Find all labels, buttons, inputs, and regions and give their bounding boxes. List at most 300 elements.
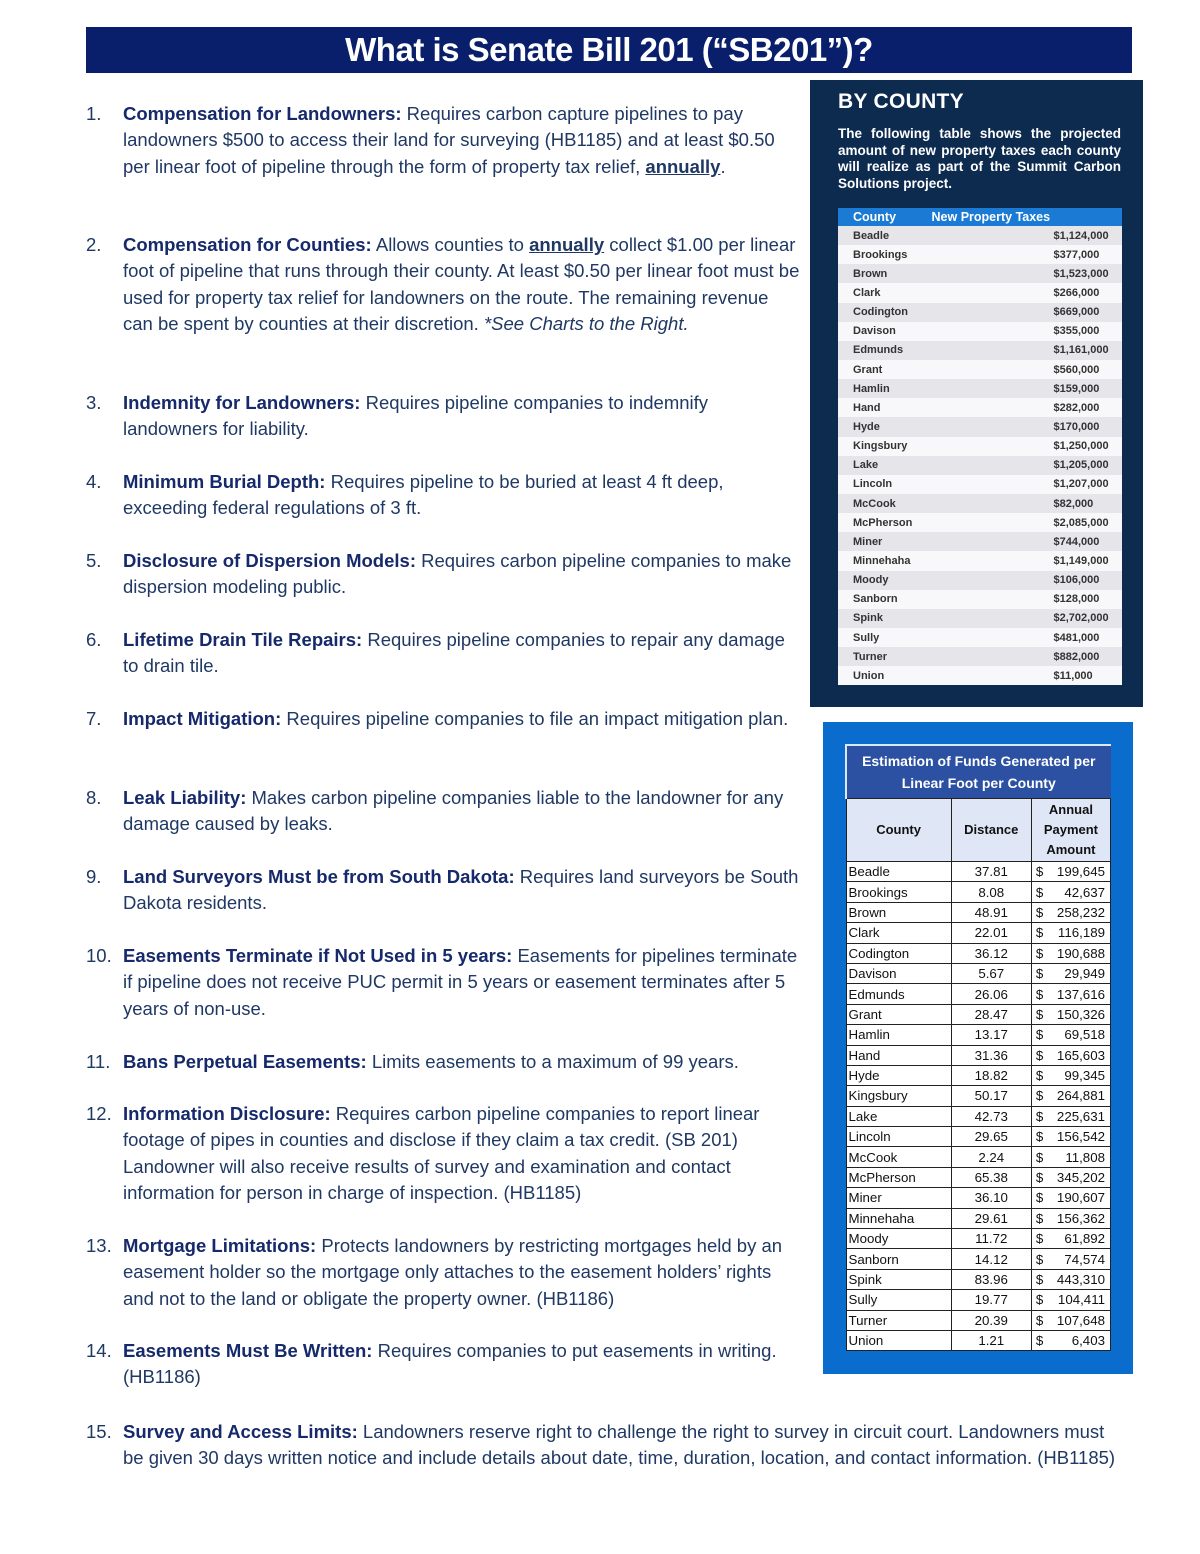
annual-payment <box>1031 1188 1110 1208</box>
provision-body <box>123 101 801 180</box>
new-property-taxes: $669,000 <box>1053 306 1100 319</box>
table-row <box>838 571 1122 590</box>
provision-body <box>123 1049 801 1075</box>
currency-symbol: $ <box>1035 864 1044 880</box>
provision-item <box>86 232 801 337</box>
new-property-taxes: $128,000 <box>1053 593 1100 606</box>
county-name: Lincoln <box>846 1127 951 1147</box>
column-header-annual-payment: Annual Payment Amount <box>1031 799 1110 862</box>
distance-value: 13.17 <box>951 1025 1031 1045</box>
table-row <box>838 456 1122 475</box>
county-name: Union <box>853 669 885 682</box>
payment-amount: 199,645 <box>1056 864 1105 880</box>
table-row <box>846 1188 1111 1208</box>
provision-body <box>123 706 801 732</box>
provision-body <box>123 548 801 601</box>
provision-number: 5. <box>86 550 102 571</box>
provision-item <box>86 101 801 180</box>
county-name: Spink <box>853 612 883 625</box>
table-row <box>838 283 1122 302</box>
county-name: Brown <box>846 902 951 922</box>
payment-amount: 190,607 <box>1056 1190 1105 1206</box>
table-row <box>846 1025 1111 1045</box>
currency-symbol: $ <box>1035 1272 1044 1287</box>
payment-amount: 74,574 <box>1064 1251 1105 1267</box>
annual-payment <box>1031 1086 1110 1106</box>
annual-payment <box>1031 1310 1110 1330</box>
provision-body <box>123 1338 801 1391</box>
payment-amount: 11,808 <box>1065 1149 1105 1165</box>
provision-text: Landowners reserve right to challenge the right to survey in circuit court. Landowners must be given 30 days written notice and include details about date, time, duration, location, and contact information. (HB1185) <box>123 1421 1116 1469</box>
table-row <box>838 532 1122 551</box>
new-property-taxes: $1,523,000 <box>1053 267 1109 280</box>
payment-amount: 42,637 <box>1064 884 1105 900</box>
county-name: Spink <box>846 1269 951 1289</box>
new-property-taxes: $744,000 <box>1053 535 1100 548</box>
currency-symbol: $ <box>1035 925 1044 941</box>
county-name: Beadle <box>853 229 890 242</box>
county-name: Lake <box>846 1106 951 1126</box>
county-name: Turner <box>853 650 888 663</box>
distance-value: 42.73 <box>951 1106 1031 1126</box>
provision-number: 4. <box>86 471 102 492</box>
new-property-taxes: $1,161,000 <box>1053 344 1109 357</box>
annual-payment <box>1031 1229 1110 1249</box>
provision-note: *See Charts to the Right. <box>483 312 689 334</box>
annual-payment <box>1031 882 1110 902</box>
provision-number: 12. <box>86 1103 112 1124</box>
provision-body <box>123 1101 801 1206</box>
provision-item <box>86 1049 801 1075</box>
currency-symbol: $ <box>1035 986 1044 1002</box>
provision-item <box>86 1419 1116 1472</box>
county-name: Sully <box>853 631 880 644</box>
annual-payment <box>1031 1290 1110 1310</box>
provision-number: 3. <box>86 392 102 413</box>
county-name: Hamlin <box>846 1025 951 1045</box>
county-name: Brookings <box>846 882 951 902</box>
distance-value: 11.72 <box>951 1229 1031 1249</box>
provision-item <box>86 785 801 838</box>
table-row <box>846 1290 1111 1310</box>
table-row <box>846 943 1111 963</box>
county-name: Sanborn <box>846 1249 951 1269</box>
table-row <box>846 1106 1111 1126</box>
table-row <box>846 1229 1111 1249</box>
estimation-table <box>845 744 1111 1351</box>
distance-value: 31.36 <box>951 1045 1031 1065</box>
provision-text-tail: collect $1.00 per linear foot of pipeline that runs through their county. At least $0.50 per linear foot must be used for property tax relief for landowners on the route. The remaining revenue can be spent by counties at their discretion. <box>123 234 800 334</box>
new-property-taxes: $1,149,000 <box>1053 554 1109 567</box>
provision-heading: Impact Mitigation: <box>123 708 282 729</box>
county-name: Lake <box>853 459 879 472</box>
table-row <box>846 1208 1111 1228</box>
provision-item <box>86 548 801 601</box>
by-county-description: The following table shows the projected amount of new property taxes each county will realize as part of the Summit Carbon Solutions project. <box>838 126 1121 191</box>
currency-symbol: $ <box>1035 1027 1044 1043</box>
payment-amount: 443,310 <box>1056 1272 1105 1287</box>
table-row <box>838 341 1122 360</box>
table-row <box>838 475 1122 494</box>
provision-heading: Compensation for Landowners: <box>123 103 402 124</box>
distance-value: 29.65 <box>951 1127 1031 1147</box>
by-county-panel <box>810 80 1143 707</box>
table-row <box>846 1004 1111 1024</box>
provision-number: 15. <box>86 1421 112 1442</box>
distance-value: 22.01 <box>951 923 1031 943</box>
county-name: McPherson <box>853 516 913 529</box>
currency-symbol: $ <box>1035 1108 1044 1124</box>
payment-amount: 29,949 <box>1064 966 1105 982</box>
currency-symbol: $ <box>1035 1190 1044 1206</box>
provision-number: 8. <box>86 787 102 808</box>
estimation-panel <box>823 722 1133 1374</box>
county-name: Union <box>846 1330 951 1350</box>
provision-heading: Information Disclosure: <box>123 1103 331 1124</box>
currency-symbol: $ <box>1035 1068 1044 1084</box>
county-name: Clark <box>853 286 881 299</box>
payment-amount: 137,616 <box>1056 986 1105 1002</box>
county-name: Clark <box>846 923 951 943</box>
annual-payment <box>1031 1065 1110 1085</box>
table-row <box>846 984 1111 1004</box>
distance-value: 2.24 <box>951 1147 1031 1167</box>
county-name: McPherson <box>846 1167 951 1187</box>
payment-amount: 156,542 <box>1056 1129 1105 1145</box>
distance-value: 29.61 <box>951 1208 1031 1228</box>
provision-text-tail: . <box>720 155 726 177</box>
new-property-taxes: $1,207,000 <box>1053 478 1109 491</box>
provision-heading: Indemnity for Landowners: <box>123 392 361 413</box>
county-name: Kingsbury <box>846 1086 951 1106</box>
payment-amount: 258,232 <box>1056 904 1105 920</box>
distance-value: 20.39 <box>951 1310 1031 1330</box>
payment-amount: 150,326 <box>1056 1006 1105 1022</box>
currency-symbol: $ <box>1035 1333 1044 1349</box>
currency-symbol: $ <box>1035 1006 1044 1022</box>
annual-payment <box>1031 1269 1110 1289</box>
currency-symbol: $ <box>1035 1210 1044 1226</box>
table-row <box>846 1127 1111 1147</box>
provision-number: 10. <box>86 945 112 966</box>
provision-item <box>86 864 801 917</box>
new-property-taxes: $355,000 <box>1053 325 1100 338</box>
county-name: Minnehaha <box>846 1208 951 1228</box>
provision-text: Requires pipeline to be buried at least 4 ft deep, exceeding federal regulations of 3 ft. <box>123 471 724 519</box>
provision-text: Requires carbon pipeline companies to report linear footage of pipes in counties and disclose if they claim a tax credit. (SB 201) Landowner will also receive results of survey and examination and contact information for person in charge of inspection. (HB1185) <box>123 1103 760 1203</box>
new-property-taxes: $560,000 <box>1053 363 1100 376</box>
table-row <box>846 1167 1111 1187</box>
provision-body <box>123 627 801 680</box>
annual-payment <box>1031 923 1110 943</box>
table-row <box>846 862 1111 882</box>
provision-text: Requires carbon capture pipelines to pay landowners $500 to access their land for surveying (HB1185) and at least $0.50 per linear foot of pipeline through the form of property tax relief, <box>123 103 775 177</box>
annual-payment <box>1031 1167 1110 1187</box>
table-row <box>846 1310 1111 1330</box>
distance-value: 26.06 <box>951 984 1031 1004</box>
table-row <box>846 1249 1111 1269</box>
provision-number: 6. <box>86 629 102 650</box>
new-property-taxes: $282,000 <box>1053 401 1100 414</box>
currency-symbol: $ <box>1035 1231 1044 1247</box>
page-title: What is Senate Bill 201 (“SB201”)? <box>345 31 873 68</box>
payment-amount: 69,518 <box>1064 1027 1105 1043</box>
provision-number: 7. <box>86 708 102 729</box>
provision-item <box>86 1338 801 1391</box>
provision-item <box>86 1101 801 1206</box>
table-header-row <box>846 799 1111 862</box>
currency-symbol: $ <box>1035 1149 1044 1165</box>
payment-amount: 99,345 <box>1064 1068 1105 1084</box>
distance-value: 65.38 <box>951 1167 1031 1187</box>
county-name: Edmunds <box>853 344 904 357</box>
provision-heading: Disclosure of Dispersion Models: <box>123 550 416 571</box>
distance-value: 36.12 <box>951 943 1031 963</box>
provision-heading: Easements Must Be Written: <box>123 1340 373 1361</box>
provision-number: 1. <box>86 103 102 124</box>
county-name: Sanborn <box>853 593 898 606</box>
provision-text: Allows counties to <box>371 234 530 255</box>
county-name: McCook <box>853 497 896 510</box>
payment-amount: 104,411 <box>1057 1292 1105 1308</box>
column-header-distance: Distance <box>951 799 1031 862</box>
table-row <box>838 417 1122 436</box>
provision-number: 11. <box>86 1051 111 1072</box>
table-row <box>838 322 1122 341</box>
county-name: Turner <box>846 1310 951 1330</box>
table-row <box>838 264 1122 283</box>
distance-value: 83.96 <box>951 1269 1031 1289</box>
provision-text: Requires carbon pipeline companies to make dispersion modeling public. <box>123 550 792 598</box>
payment-amount: 61,892 <box>1064 1231 1105 1247</box>
provision-text: Easements for pipelines terminate if pipeline does not receive PUC permit in 5 years or easement terminates after 5 years of non-use. <box>123 945 798 1019</box>
county-name: Davison <box>853 325 896 338</box>
table-row <box>838 551 1122 570</box>
provision-body <box>123 785 801 838</box>
county-name: Miner <box>853 535 883 548</box>
county-name: Hyde <box>853 420 880 433</box>
new-property-taxes: $481,000 <box>1053 631 1100 644</box>
distance-value: 36.10 <box>951 1188 1031 1208</box>
county-name: Beadle <box>846 862 951 882</box>
annual-payment <box>1031 1208 1110 1228</box>
provision-text: Limits easements to a maximum of 99 years. <box>366 1051 739 1072</box>
annual-payment <box>1031 862 1110 882</box>
distance-value: 37.81 <box>951 862 1031 882</box>
currency-symbol: $ <box>1035 1251 1044 1267</box>
annual-payment <box>1031 902 1110 922</box>
provision-heading: Bans Perpetual Easements: <box>123 1051 367 1072</box>
table-row <box>838 494 1122 513</box>
provision-body <box>123 232 801 337</box>
currency-symbol: $ <box>1035 1170 1044 1186</box>
new-property-taxes: $266,000 <box>1053 286 1100 299</box>
distance-value: 14.12 <box>951 1249 1031 1269</box>
provision-heading: Leak Liability: <box>123 787 247 808</box>
county-name: Edmunds <box>846 984 951 1004</box>
table-row <box>838 303 1122 322</box>
county-name: Lincoln <box>853 478 893 491</box>
table-row <box>838 647 1122 666</box>
distance-value: 5.67 <box>951 963 1031 983</box>
provision-emphasis: annually <box>645 155 721 177</box>
payment-amount: 225,631 <box>1056 1108 1105 1124</box>
currency-symbol: $ <box>1035 966 1044 982</box>
distance-value: 19.77 <box>951 1290 1031 1310</box>
provision-heading: Lifetime Drain Tile Repairs: <box>123 629 363 650</box>
county-name: Codington <box>846 943 951 963</box>
annual-payment <box>1031 1127 1110 1147</box>
currency-symbol: $ <box>1035 884 1044 900</box>
new-property-taxes: $106,000 <box>1053 574 1100 587</box>
new-property-taxes: $882,000 <box>1053 650 1100 663</box>
table-row <box>838 398 1122 417</box>
new-property-taxes: $2,702,000 <box>1053 612 1109 625</box>
payment-amount: 190,688 <box>1056 945 1105 961</box>
provision-item <box>86 390 801 443</box>
provision-item <box>86 943 801 1022</box>
table-row <box>838 513 1122 532</box>
distance-value: 48.91 <box>951 902 1031 922</box>
new-property-taxes: $377,000 <box>1053 248 1100 261</box>
distance-value: 50.17 <box>951 1086 1031 1106</box>
annual-payment <box>1031 943 1110 963</box>
new-property-taxes: $159,000 <box>1053 382 1100 395</box>
table-row <box>846 1086 1111 1106</box>
estimation-title: Estimation of Funds Generated per Linear Foot per County <box>846 745 1111 799</box>
table-row <box>846 1269 1111 1289</box>
table-row <box>846 923 1111 943</box>
provision-heading: Compensation for Counties: <box>123 234 372 255</box>
column-header-county: County <box>846 799 951 862</box>
table-row <box>846 1330 1111 1350</box>
property-tax-table <box>838 208 1122 685</box>
table-row <box>846 1065 1111 1085</box>
provision-body <box>123 469 801 522</box>
provision-text: Requires pipeline companies to indemnify landowners for liability. <box>123 392 709 440</box>
currency-symbol: $ <box>1035 945 1044 961</box>
county-name: Grant <box>853 363 883 376</box>
annual-payment <box>1031 1106 1110 1126</box>
provision-text: Requires companies to put easements in writing. (HB1186) <box>123 1340 777 1388</box>
column-header-new-property-taxes: New Property Taxes <box>918 208 1122 226</box>
payment-amount: 116,189 <box>1057 925 1105 941</box>
county-name: Grant <box>846 1004 951 1024</box>
payment-amount: 107,648 <box>1056 1312 1105 1328</box>
provision-number: 9. <box>86 866 102 887</box>
provision-body <box>123 943 801 1022</box>
table-row <box>846 902 1111 922</box>
annual-payment <box>1031 984 1110 1004</box>
provision-text: Requires pipeline companies to repair any damage to drain tile. <box>123 629 785 677</box>
table-row <box>838 609 1122 628</box>
new-property-taxes: $82,000 <box>1053 497 1094 510</box>
provision-heading: Easements Terminate if Not Used in 5 years: <box>123 945 513 966</box>
county-name: Hand <box>853 401 881 414</box>
table-row <box>838 360 1122 379</box>
by-county-heading: BY COUNTY <box>838 90 964 113</box>
annual-payment <box>1031 1147 1110 1167</box>
provision-emphasis: annually <box>529 234 605 255</box>
table-row <box>838 590 1122 609</box>
annual-payment <box>1031 1025 1110 1045</box>
provision-item <box>86 469 801 522</box>
table-row <box>838 226 1122 245</box>
payment-amount: 264,881 <box>1056 1088 1105 1104</box>
provision-heading: Mortgage Limitations: <box>123 1235 317 1256</box>
payment-amount: 156,362 <box>1056 1210 1105 1226</box>
provision-text: Makes carbon pipeline companies liable to the landowner for any damage caused by leaks. <box>123 787 784 835</box>
table-row <box>846 963 1111 983</box>
annual-payment <box>1031 1249 1110 1269</box>
county-name: Hand <box>846 1045 951 1065</box>
provision-heading: Minimum Burial Depth: <box>123 471 326 492</box>
county-name: Hamlin <box>853 382 890 395</box>
county-name: Minnehaha <box>853 554 911 567</box>
table-row <box>838 245 1122 264</box>
provision-item <box>86 1233 801 1312</box>
annual-payment <box>1031 963 1110 983</box>
provision-heading: Survey and Access Limits: <box>123 1421 358 1442</box>
title-banner <box>86 27 1132 73</box>
currency-symbol: $ <box>1035 1047 1044 1063</box>
payment-amount: 345,202 <box>1056 1170 1105 1186</box>
provision-text: Protects landowners by restricting mortgages held by an easement holder so the mortgage only attaches to the easement holders’ rights and not to the land or obligate the property owner. (HB1186) <box>123 1235 783 1309</box>
county-name: Hyde <box>846 1065 951 1085</box>
county-name: Brookings <box>853 248 908 261</box>
new-property-taxes: $11,000 <box>1053 669 1093 682</box>
table-row <box>846 1045 1111 1065</box>
provision-number: 2. <box>86 234 102 255</box>
column-header-county: County <box>838 208 918 226</box>
provision-item <box>86 706 801 732</box>
county-name: McCook <box>846 1147 951 1167</box>
table-row <box>838 628 1122 647</box>
provision-body <box>123 864 801 917</box>
county-name: Sully <box>846 1290 951 1310</box>
provision-number: 14. <box>86 1340 112 1361</box>
provision-number: 13. <box>86 1235 112 1256</box>
table-row <box>838 437 1122 456</box>
currency-symbol: $ <box>1035 1129 1044 1145</box>
provision-body <box>123 1233 801 1312</box>
distance-value: 18.82 <box>951 1065 1031 1085</box>
provision-body <box>123 390 801 443</box>
table-row <box>838 379 1122 398</box>
annual-payment <box>1031 1045 1110 1065</box>
county-name: Miner <box>846 1188 951 1208</box>
county-name: Brown <box>853 267 888 280</box>
table-header-row <box>838 208 1122 226</box>
county-name: Davison <box>846 963 951 983</box>
annual-payment <box>1031 1330 1110 1350</box>
distance-value: 1.21 <box>951 1330 1031 1350</box>
new-property-taxes: $170,000 <box>1053 420 1100 433</box>
new-property-taxes: $1,205,000 <box>1053 459 1109 472</box>
provision-body <box>123 1419 1116 1472</box>
provision-text: Requires pipeline companies to file an impact mitigation plan. <box>281 708 789 729</box>
currency-symbol: $ <box>1035 1312 1044 1328</box>
currency-symbol: $ <box>1035 904 1044 920</box>
provision-text: Requires land surveyors be South Dakota residents. <box>123 866 799 914</box>
provision-item <box>86 627 801 680</box>
county-name: Kingsbury <box>853 440 908 453</box>
county-name: Moody <box>853 574 889 587</box>
county-name: Codington <box>853 306 908 319</box>
currency-symbol: $ <box>1035 1088 1044 1104</box>
annual-payment <box>1031 1004 1110 1024</box>
table-row <box>846 882 1111 902</box>
